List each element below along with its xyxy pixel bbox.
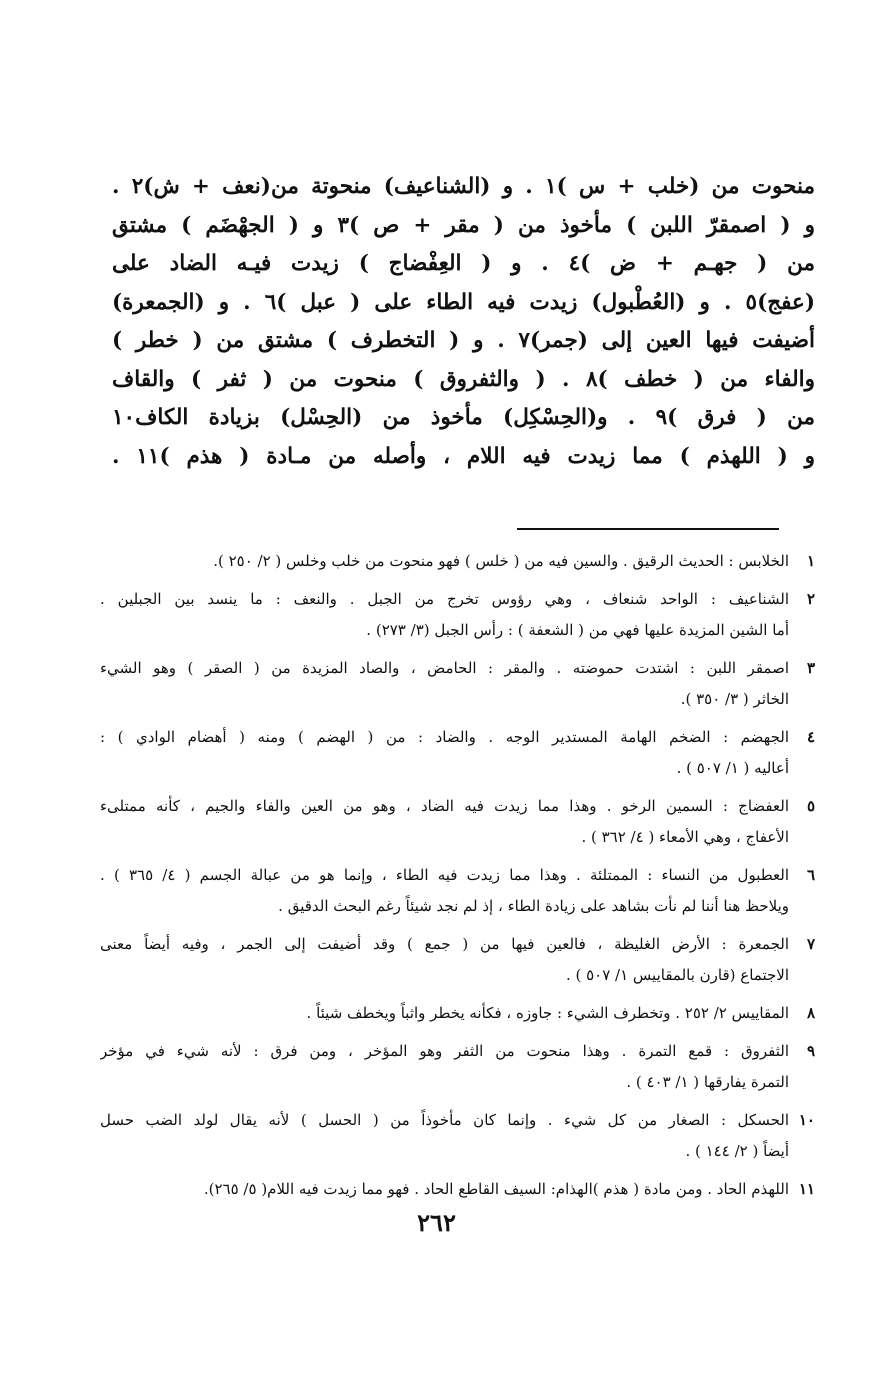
- footnote-text: الجمعرة : الأرض الغليظة ، فالعين فيها من ( جمع ) وقد أضيفت إلى الجمر ، وفيه أيضاً معنى: [100, 935, 789, 953]
- footnote-text: الثفروق : قمع التمرة . وهذا منحوت من الثفر وهو المؤخر ، ومن فرق : لأنه شيء في مؤخر: [100, 1042, 789, 1060]
- footnotes: [100, 546, 815, 1212]
- footnote-number: ٩: [806, 1042, 815, 1060]
- main-text-line: من ( فرق )٩ . و(الحِسْكِل) مأخوذ من (الحِسْل) بزيادة الكاف١٠: [112, 405, 815, 430]
- footnote-number: ٦: [806, 866, 815, 884]
- footnote-number: ٨: [806, 1004, 815, 1022]
- footnote-number: ١٠: [798, 1111, 815, 1129]
- footnote-number: ٥: [806, 797, 815, 815]
- main-text-line: (عفج)٥ . و (العُطْبول) زيدت فيه الطاء على ( عبل )٦ . و (الجمعرة): [112, 289, 815, 315]
- footnote-text: الخلابس : الحديث الرقيق . والسين فيه من ( خلس ) فهو منحوت من خلب وخلس ( ٢/ ٢٥٠ ).: [213, 552, 789, 570]
- footnote-text: أما الشين المزيدة عليها فهي من ( الشعفة ) : رأس الجبل (٣/ ٢٧٣) .: [366, 621, 789, 639]
- footnote-number: ٣: [806, 659, 815, 677]
- footnote-number: ٧: [806, 935, 815, 953]
- footnote-text: الاجتماع (قارن بالمقاييس ١/ ٥٠٧ ) .: [565, 966, 789, 984]
- footnote-number: ١: [806, 552, 815, 570]
- footnote: [100, 1036, 815, 1098]
- footnote-text: العفضاج : السمين الرخو . وهذا مما زيدت فيه الضاد ، وهو من العين والفاء والجيم ، كأنه ممتلىء: [100, 797, 789, 815]
- footnote-text: الحسكل : الصغار من كل شيء . وإنما كان مأخوذاً من ( الحسل ) لأنه يقال لولد الضب حسل: [100, 1111, 789, 1129]
- page-number: ٢٦٢: [417, 1208, 456, 1237]
- footnote-text: الخاثر ( ٣/ ٣٥٠ ).: [680, 690, 789, 708]
- footnote-text: ويلاحظ هنا أننا لم نأت بشاهد على زيادة الطاء ، إذ لم نجد شيئاً رغم البحث الدقيق .: [278, 897, 789, 915]
- footnote: [100, 546, 815, 577]
- main-text: [112, 168, 815, 476]
- footnote-number: ٢: [806, 590, 815, 608]
- main-text-line: أضيفت فيها العين إلى (جمر)٧ . و ( التخطرف ) مشتق من ( خطر ): [112, 328, 815, 353]
- footnote-text: أيضاً ( ٢/ ١٤٤ ) .: [685, 1142, 789, 1160]
- footnote: [100, 653, 815, 715]
- main-text-line: والفاء من ( خطف )٨ . ( والثفروق ) منحوت من ( ثفر ) والقاف: [112, 366, 815, 392]
- footnote-text: الشناعيف : الواحد شنعاف ، وهي رؤوس تخرج من الجبل . والنعف : ما ينسد بين الجبلين .: [100, 590, 789, 608]
- footnote-text: اللهذم الحاد . ومن مادة ( هذم )الهذام: السيف القاطع الحاد . فهو مما زيدت فيه اللام( ٥/ ٢٦٥).: [203, 1180, 789, 1198]
- footnote-text: الأعفاج ، وهي الأمعاء ( ٤/ ٣٦٢ ) .: [581, 828, 789, 846]
- footnote-text: العطبول من النساء : الممتلئة . وهذا مما زيدت فيه الطاء ، وإنما هو من عبالة الجسم ( ٤/ ٣٦٥ ) .: [100, 866, 789, 884]
- footnote-number: ١١: [798, 1180, 815, 1198]
- footnote-text: اصمقر اللبن : اشتدت حموضته . والمقر : الحامض ، والصاد المزيدة من ( الصقر ) وهو الشيء: [100, 659, 789, 677]
- footnote-text: أعاليه ( ١/ ٥٠٧ ) .: [676, 759, 789, 777]
- main-text-line: من ( جهـم + ض )٤ . و ( العِفْضاج ) زيدت فيـه الضاد على: [112, 251, 815, 276]
- main-text-line: و ( اللهذم ) مما زيدت فيه اللام ، وأصله من مـادة ( هذم )١١ .: [112, 443, 815, 469]
- main-text-line: منحوت من (خلب + س )١ . و (الشناعيف) منحوتة من(نعف + ش)٢ .: [112, 174, 815, 199]
- footnote-text: المقاييس ٢/ ٢٥٢ . وتخطرف الشيء : جاوزه ، فكأنه يخطر واثباً ويخطف شيئاً .: [306, 1004, 789, 1022]
- footnote: [100, 860, 815, 922]
- footnote: [100, 722, 815, 784]
- footnote: [100, 1105, 815, 1167]
- footnote: [100, 584, 815, 646]
- main-text-line: و ( اصمقرّ اللبن ) مأخوذ من ( مقر + ص )٣ و ( الجهْضَم ) مشتق: [112, 212, 815, 238]
- footnote-text: التمرة يفارقها ( ١/ ٤٠٣ ) .: [626, 1073, 789, 1091]
- footnote: [100, 998, 815, 1029]
- footnote: [100, 1174, 815, 1205]
- footnote: [100, 791, 815, 853]
- footnote-number: ٤: [806, 728, 815, 746]
- footnote: [100, 929, 815, 991]
- footnote-separator: [517, 528, 779, 530]
- footnote-text: الجهضم : الضخم الهامة المستدير الوجه . والضاد : من ( الهضم ) ومنه ( أهضام الوادي ) :: [100, 728, 789, 746]
